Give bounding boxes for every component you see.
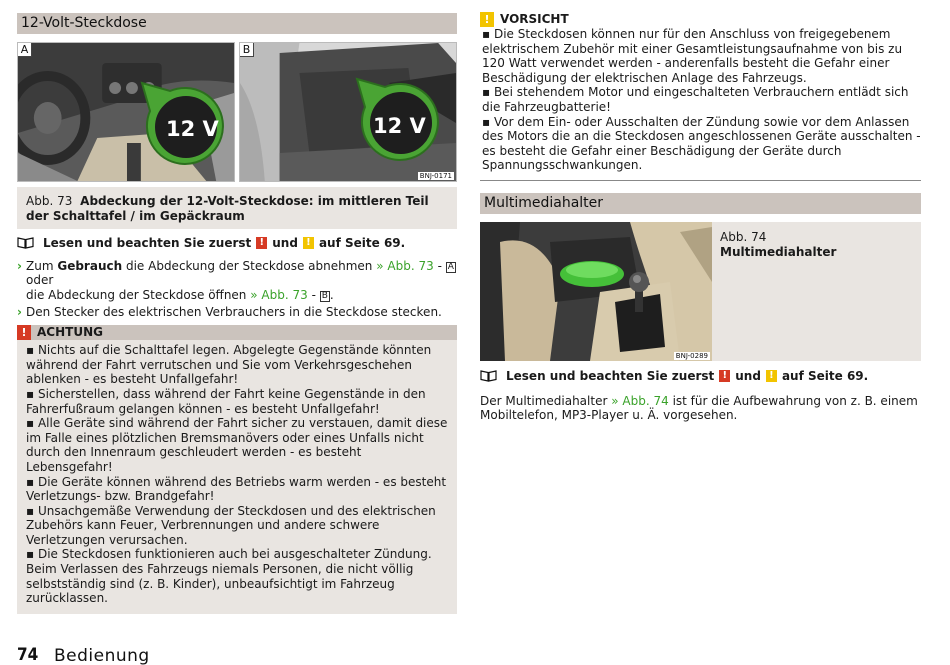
figure-74-code: BNJ-0289 bbox=[675, 351, 708, 360]
figure-code: BNJ-0171 bbox=[419, 172, 452, 180]
achtung-item: ▪ Die Steckdosen funktionieren auch bei ausgeschalteter Zündung. Beim Verlassen des Fahrzeugs niemals Personen, die nicht völlig selbstständig sind (z. B. Kinder), unbeaufsichtigt im Fahrzeug zurücklassen. bbox=[26, 547, 432, 606]
step-1: › Zum Gebrauch die Abdeckung der Steckdose abnehmen » Abb. 73 - A oder die Abdeckung der Steckdose öffnen » Abb. 73 - B . bbox=[17, 258, 454, 302]
read-and: und bbox=[735, 368, 761, 383]
vorsicht-body bbox=[480, 27, 921, 181]
warning-red-icon: ! bbox=[256, 237, 267, 249]
step1-dash: - bbox=[437, 258, 442, 273]
caption-title: Multimediahalter bbox=[720, 244, 837, 259]
body-pre: Der Multimediahalter bbox=[480, 393, 608, 408]
step-2 bbox=[17, 305, 457, 320]
achtung-item: ▪ Alle Geräte sind während der Fahrt sicher zu verstauen, damit diese im Falle eines plötzlichen Bremsmanövers oder eines Unfalls nicht durch den Innenraum geschleudert werden - es besteht Lebensgefahr! bbox=[26, 416, 448, 474]
read-prefix: Lesen und beachten Sie zuerst bbox=[506, 368, 715, 383]
vorsicht-item: ▪ Bei stehendem Motor und eingeschalteten Verbrauchern entlädt sich die Fahrzeugbatterie! bbox=[482, 85, 909, 114]
multimedia-body bbox=[480, 394, 921, 423]
figure-73-b bbox=[239, 42, 457, 182]
read-first-notice-2 bbox=[480, 369, 921, 384]
section-title-12v: 12-Volt-Steckdose bbox=[17, 13, 457, 34]
figure-73-link-2[interactable]: » Abb. 73 bbox=[250, 287, 308, 302]
page-number: 74 bbox=[17, 645, 39, 665]
achtung-box bbox=[17, 325, 457, 614]
footer-section: Bedienung bbox=[54, 646, 150, 665]
step1-bold: Gebrauch bbox=[57, 258, 123, 273]
caution-yellow-icon: ! bbox=[766, 370, 777, 382]
left-column bbox=[17, 13, 457, 614]
achtung-item: ▪ Die Geräte können während des Betriebs warm werden - es besteht Verletzungs- bzw. Brandgefahr! bbox=[26, 474, 447, 504]
book-icon bbox=[17, 237, 34, 249]
achtung-header bbox=[17, 325, 457, 340]
book-icon bbox=[480, 370, 497, 382]
figure-74-image bbox=[480, 222, 712, 361]
danger-icon: ! bbox=[17, 325, 31, 340]
achtung-item: ▪ Unsachgemäße Verwendung der Steckdosen und des elektrischen Zubehörs kann Feuer, Verbrennungen und andere schwere Verletzungen verursachen. bbox=[26, 503, 436, 547]
achtung-item: ▪ Nichts auf die Schalttafel legen. Abgelegte Gegenstände könnten während der Fahrt verrutschen und Sie vom Verkehrsgeschehen ablenken - es besteht Unfallgefahr! bbox=[26, 343, 432, 387]
figure-73-caption bbox=[17, 187, 457, 229]
achtung-title: ACHTUNG bbox=[37, 325, 103, 340]
step1-or: oder bbox=[26, 273, 54, 288]
callout-label-a: 12 V bbox=[166, 117, 219, 141]
read-prefix: Lesen und beachten Sie zuerst bbox=[43, 236, 252, 251]
vorsicht-header bbox=[480, 12, 921, 27]
read-first-notice bbox=[17, 236, 457, 251]
step-arrow-icon: › bbox=[17, 258, 22, 273]
figure-73-link[interactable]: » Abb. 73 bbox=[376, 258, 434, 273]
read-and: und bbox=[272, 236, 298, 251]
figure-74-link[interactable]: » Abb. 74 bbox=[611, 393, 669, 408]
section-title-multimedia: Multimediahalter bbox=[480, 193, 921, 214]
achtung-body bbox=[17, 340, 457, 614]
caption-abb-number: Abb. 74 bbox=[720, 229, 767, 244]
body-post: ist für die Aufbewahrung von z. B. einem Mobiltelefon, MP3-Player u. Ä. vorgesehen. bbox=[480, 393, 918, 423]
vorsicht-title: VORSICHT bbox=[500, 12, 569, 27]
figure-74-caption bbox=[712, 222, 921, 361]
caption-text: Abdeckung der 12-Volt-Steckdose: im mittleren Teil der Schalttafel / im Gepäckraum bbox=[26, 194, 429, 223]
figure-73-a bbox=[17, 42, 235, 182]
step-arrow-icon: › bbox=[17, 304, 22, 319]
figure-letter-a: A bbox=[18, 43, 32, 57]
caution-yellow-icon: ! bbox=[303, 237, 314, 249]
figure-letter-b: B bbox=[240, 43, 254, 57]
read-suffix: auf Seite 69. bbox=[781, 368, 869, 383]
step2-text: Den Stecker des elektrischen Verbrauchers in die Steckdose stecken. bbox=[26, 304, 442, 319]
warning-red-icon: ! bbox=[719, 370, 730, 382]
step1-box-a: A bbox=[447, 261, 454, 272]
read-suffix: auf Seite 69. bbox=[318, 236, 406, 251]
figure-73 bbox=[17, 42, 457, 182]
step1-box-b: B bbox=[321, 290, 328, 301]
step1-dash-2: - bbox=[311, 287, 316, 302]
achtung-item: ▪ Sicherstellen, dass während der Fahrt keine Gegenstände in den Fahrerfußraum gelangen können - es besteht Unfallgefahr! bbox=[26, 386, 426, 416]
step1-line2: die Abdeckung der Steckdose öffnen bbox=[26, 287, 247, 302]
callout-label-b: 12 V bbox=[373, 114, 426, 138]
caution-icon: ! bbox=[480, 12, 494, 27]
step1-mid: die Abdeckung der Steckdose abnehmen bbox=[125, 258, 373, 273]
figure-74 bbox=[480, 222, 921, 361]
vorsicht-item: ▪ Vor dem Ein- oder Ausschalten der Zündung sowie vor dem Anlassen des Motors die an die Steckdosen angeschlossenen Geräte ausschalten - es besteht die Gefahr einer Beschädigung der Geräte durch Spannungsschwankungen. bbox=[482, 114, 921, 173]
multimedia-holder-illustration bbox=[480, 222, 712, 361]
caption-abb-number: Abb. 73 bbox=[26, 194, 73, 208]
vorsicht-item: ▪ Die Steckdosen können nur für den Anschluss von freigegebenem elektrischem Zubehör mit einer Gesamtleistungsaufnahme von bis zu 120 Watt verwendet werden - anderenfalls besteht die Gefahr einer Beschädigung der elektrischen Anlage des Fahrzeugs. bbox=[482, 27, 903, 85]
step1-pre: Zum bbox=[26, 258, 54, 273]
right-column bbox=[480, 12, 921, 423]
